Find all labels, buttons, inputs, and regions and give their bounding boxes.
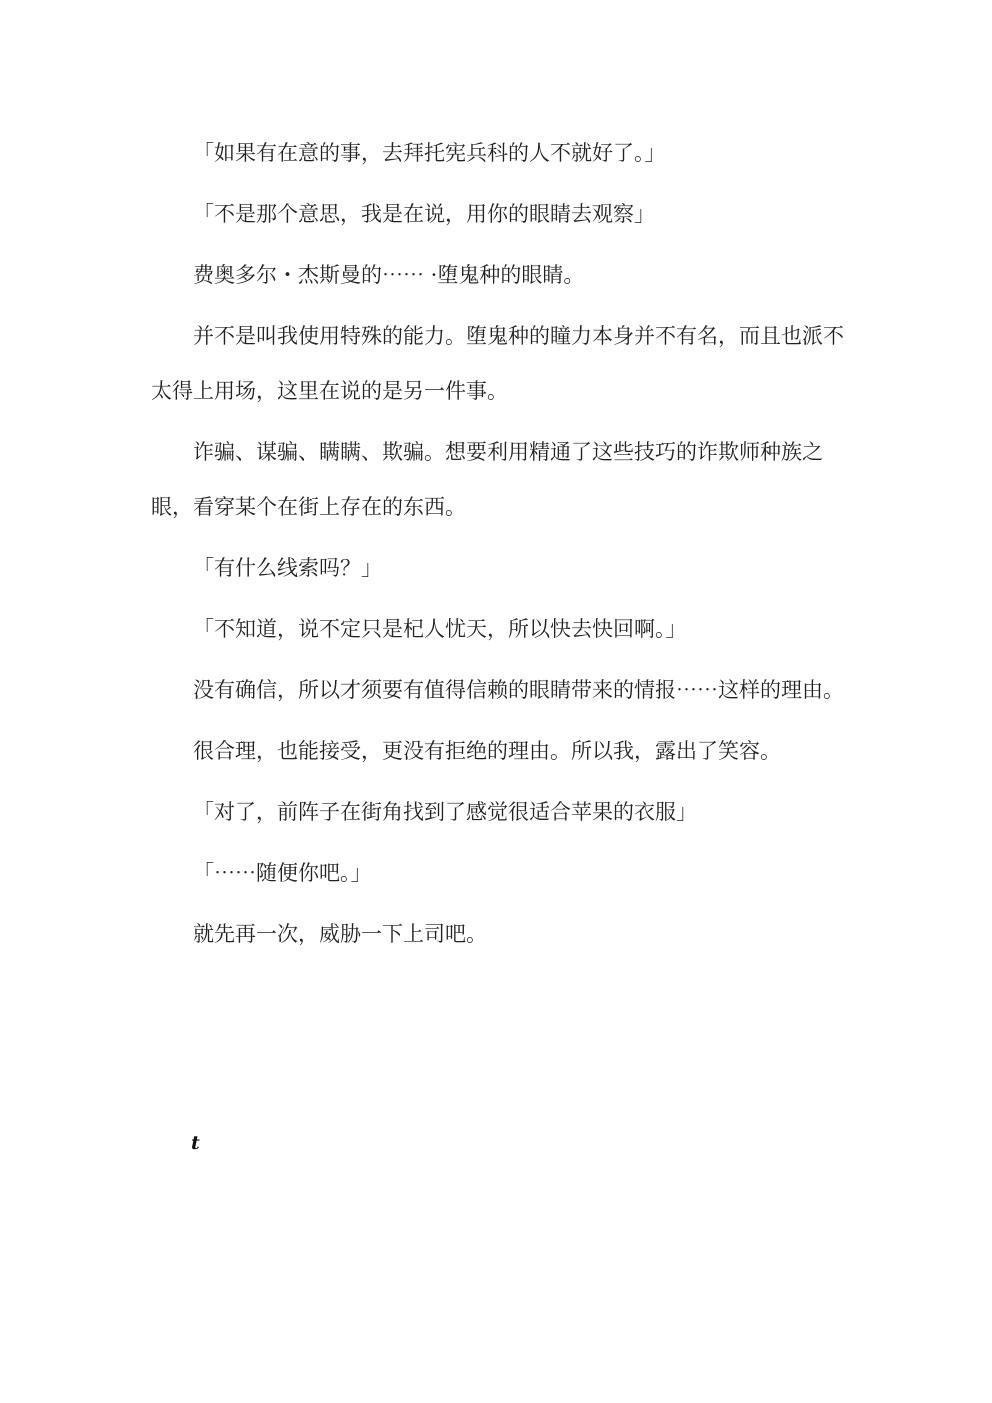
paragraph: 就先再一次，威胁一下上司吧。 [193, 922, 487, 946]
document-text [151, 126, 851, 968]
paragraph: 「⋯⋯随便你吧。」 [193, 861, 372, 885]
paragraph: 并不是叫我使用特殊的能力。堕鬼种的瞳力本身并不有名，而且也派不太得上用场，这里在说的是另一件事。 [151, 324, 844, 403]
paragraph: 很合理，也能接受，更没有拒绝的理由。所以我，露出了笑容。 [193, 739, 781, 763]
paragraph: 「如果有在意的事，去拜托宪兵科的人不就好了。」 [193, 141, 666, 165]
paragraph: 诈骗、谋骗、瞒瞒、欺骗。想要利用精通了这些技巧的诈欺师种族之眼，看穿某个在街上存在的东西。 [151, 440, 823, 519]
footer-mark: t [191, 1132, 200, 1154]
paragraph: 「对了，前阵子在街角找到了感觉很适合苹果的衣服」 [193, 800, 697, 824]
paragraph: 「不是那个意思，我是在说，用你的眼睛去观察」 [193, 202, 655, 226]
paragraph: 「有什么线索吗？」 [193, 556, 382, 580]
paragraph: 「不知道，说不定只是杞人忧天，所以快去快回啊。」 [193, 617, 687, 641]
paragraph: 费奥多尔・杰斯曼的⋯⋯ ·堕鬼种的眼睛。 [193, 263, 585, 287]
paragraph: 没有确信，所以才须要有值得信赖的眼睛带来的情报⋯⋯这样的理由。 [193, 678, 844, 702]
